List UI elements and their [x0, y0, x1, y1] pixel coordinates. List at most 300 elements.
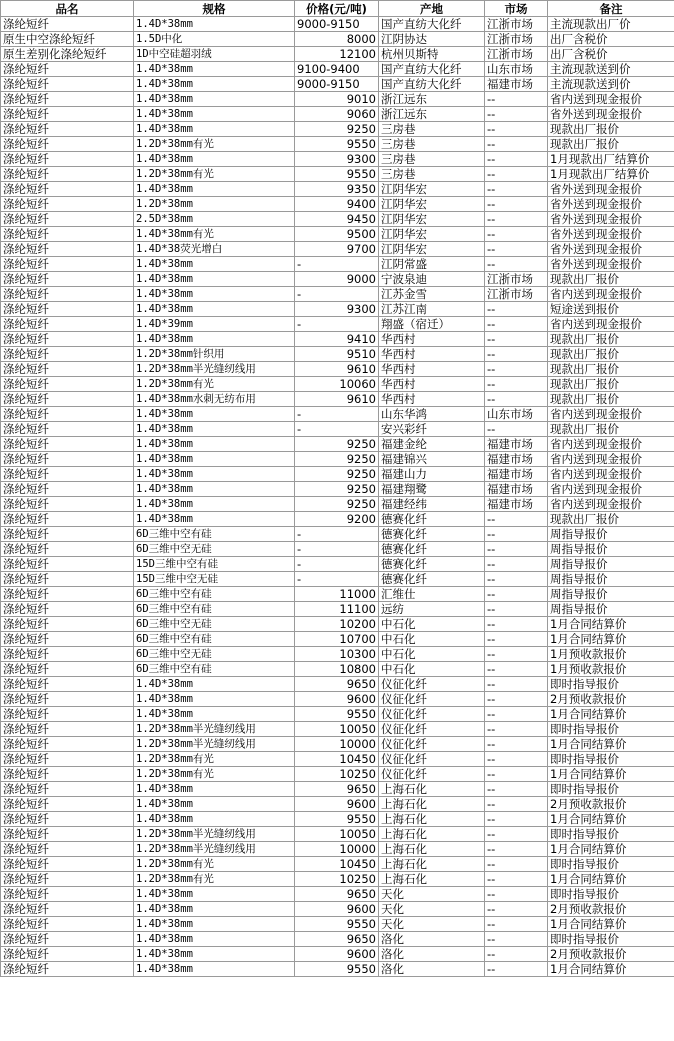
cell-spec[interactable]: 1.4D*38mm: [134, 782, 295, 797]
cell-note[interactable]: 短途送到报价: [548, 302, 674, 317]
cell-market[interactable]: --: [485, 167, 548, 182]
cell-spec[interactable]: 1.4D*39mm: [134, 317, 295, 332]
cell-origin[interactable]: 汇维仕: [379, 587, 485, 602]
cell-spec[interactable]: 1.4D*38mm: [134, 962, 295, 977]
cell-name[interactable]: 涤纶短纤: [1, 182, 134, 197]
cell-spec[interactable]: 1.4D*38荧光增白: [134, 242, 295, 257]
cell-spec[interactable]: 1.2D*38mm: [134, 197, 295, 212]
cell-origin[interactable]: 洛化: [379, 962, 485, 977]
cell-origin[interactable]: 洛化: [379, 932, 485, 947]
cell-note[interactable]: 现款出厂报价: [548, 422, 674, 437]
cell-spec[interactable]: 1.4D*38mm: [134, 692, 295, 707]
cell-name[interactable]: 涤纶短纤: [1, 542, 134, 557]
cell-note[interactable]: 出厂含税价: [548, 32, 674, 47]
cell-note[interactable]: 即时指导报价: [548, 677, 674, 692]
cell-origin[interactable]: 国产直纺大化纤: [379, 17, 485, 32]
cell-price[interactable]: 9600: [295, 902, 379, 917]
cell-origin[interactable]: 上海石化: [379, 812, 485, 827]
cell-spec[interactable]: 2.5D*38mm: [134, 212, 295, 227]
cell-origin[interactable]: 江阴华宏: [379, 227, 485, 242]
cell-market[interactable]: 福建市场: [485, 482, 548, 497]
cell-origin[interactable]: 德赛化纤: [379, 512, 485, 527]
cell-market[interactable]: 福建市场: [485, 452, 548, 467]
cell-name[interactable]: 涤纶短纤: [1, 632, 134, 647]
cell-market[interactable]: --: [485, 422, 548, 437]
cell-note[interactable]: 省外送到现金报价: [548, 197, 674, 212]
cell-note[interactable]: 省外送到现金报价: [548, 107, 674, 122]
cell-spec[interactable]: 1.4D*38mm: [134, 917, 295, 932]
cell-market[interactable]: --: [485, 737, 548, 752]
cell-market[interactable]: --: [485, 902, 548, 917]
cell-market[interactable]: --: [485, 812, 548, 827]
cell-origin[interactable]: 浙江远东: [379, 107, 485, 122]
cell-spec[interactable]: 1.4D*38mm: [134, 332, 295, 347]
cell-note[interactable]: 周指导报价: [548, 587, 674, 602]
cell-note[interactable]: 省内送到现金报价: [548, 317, 674, 332]
cell-note[interactable]: 省内送到现金报价: [548, 467, 674, 482]
cell-price[interactable]: 9010: [295, 92, 379, 107]
cell-market[interactable]: 江浙市场: [485, 272, 548, 287]
cell-origin[interactable]: 江阴华宏: [379, 182, 485, 197]
cell-spec[interactable]: 1.4D*38mm: [134, 407, 295, 422]
cell-price[interactable]: 10200: [295, 617, 379, 632]
cell-market[interactable]: --: [485, 212, 548, 227]
cell-price[interactable]: 10250: [295, 767, 379, 782]
cell-price[interactable]: 9060: [295, 107, 379, 122]
cell-price[interactable]: 11100: [295, 602, 379, 617]
cell-spec[interactable]: 1.4D*38mm: [134, 152, 295, 167]
cell-note[interactable]: 1月合同结算价: [548, 737, 674, 752]
cell-spec[interactable]: 1.2D*38mm有光: [134, 137, 295, 152]
cell-spec[interactable]: 6D三维中空无硅: [134, 542, 295, 557]
cell-name[interactable]: 涤纶短纤: [1, 527, 134, 542]
cell-market[interactable]: 江浙市场: [485, 17, 548, 32]
cell-name[interactable]: 涤纶短纤: [1, 647, 134, 662]
cell-price[interactable]: 9250: [295, 482, 379, 497]
cell-spec[interactable]: 1.4D*38mm: [134, 77, 295, 92]
cell-price[interactable]: 9550: [295, 167, 379, 182]
cell-market[interactable]: --: [485, 137, 548, 152]
cell-name[interactable]: 涤纶短纤: [1, 62, 134, 77]
cell-note[interactable]: 省外送到现金报价: [548, 182, 674, 197]
cell-name[interactable]: 涤纶短纤: [1, 422, 134, 437]
cell-market[interactable]: --: [485, 332, 548, 347]
cell-note[interactable]: 现款出厂报价: [548, 392, 674, 407]
cell-name[interactable]: 涤纶短纤: [1, 287, 134, 302]
cell-note[interactable]: 1月合同结算价: [548, 617, 674, 632]
cell-price[interactable]: 9000: [295, 272, 379, 287]
cell-spec[interactable]: 15D三维中空无硅: [134, 572, 295, 587]
cell-market[interactable]: --: [485, 797, 548, 812]
cell-name[interactable]: 涤纶短纤: [1, 212, 134, 227]
cell-price[interactable]: 10050: [295, 722, 379, 737]
cell-origin[interactable]: 华西村: [379, 347, 485, 362]
cell-origin[interactable]: 中石化: [379, 647, 485, 662]
cell-origin[interactable]: 德赛化纤: [379, 542, 485, 557]
cell-market[interactable]: --: [485, 152, 548, 167]
cell-spec[interactable]: 1.2D*38mm半光缝纫线用: [134, 722, 295, 737]
cell-origin[interactable]: 上海石化: [379, 857, 485, 872]
cell-market[interactable]: 福建市场: [485, 437, 548, 452]
cell-spec[interactable]: 15D三维中空有硅: [134, 557, 295, 572]
cell-price[interactable]: -: [295, 287, 379, 302]
cell-origin[interactable]: 华西村: [379, 377, 485, 392]
cell-origin[interactable]: 三房巷: [379, 167, 485, 182]
cell-market[interactable]: --: [485, 512, 548, 527]
cell-market[interactable]: --: [485, 347, 548, 362]
cell-market[interactable]: --: [485, 317, 548, 332]
cell-spec[interactable]: 1.5D中化: [134, 32, 295, 47]
cell-market[interactable]: --: [485, 197, 548, 212]
cell-price[interactable]: 9650: [295, 677, 379, 692]
cell-origin[interactable]: 中石化: [379, 632, 485, 647]
cell-price[interactable]: 9200: [295, 512, 379, 527]
cell-origin[interactable]: 远纺: [379, 602, 485, 617]
cell-name[interactable]: 涤纶短纤: [1, 812, 134, 827]
cell-spec[interactable]: 1.4D*38mm水刺无纺布用: [134, 392, 295, 407]
cell-spec[interactable]: 1.4D*38mm有光: [134, 227, 295, 242]
cell-origin[interactable]: 江苏江南: [379, 302, 485, 317]
cell-origin[interactable]: 上海石化: [379, 842, 485, 857]
cell-origin[interactable]: 仪征化纤: [379, 707, 485, 722]
cell-spec[interactable]: 1.4D*38mm: [134, 467, 295, 482]
cell-spec[interactable]: 1.4D*38mm: [134, 797, 295, 812]
cell-origin[interactable]: 德赛化纤: [379, 557, 485, 572]
cell-price[interactable]: -: [295, 422, 379, 437]
cell-spec[interactable]: 6D三维中空无硅: [134, 647, 295, 662]
cell-spec[interactable]: 6D三维中空有硅: [134, 602, 295, 617]
cell-note[interactable]: 出厂含税价: [548, 47, 674, 62]
cell-origin[interactable]: 杭州贝斯特: [379, 47, 485, 62]
cell-name[interactable]: 涤纶短纤: [1, 707, 134, 722]
cell-name[interactable]: 涤纶短纤: [1, 587, 134, 602]
cell-market[interactable]: 福建市场: [485, 77, 548, 92]
cell-price[interactable]: 12100: [295, 47, 379, 62]
cell-note[interactable]: 即时指导报价: [548, 752, 674, 767]
cell-note[interactable]: 省外送到现金报价: [548, 257, 674, 272]
cell-note[interactable]: 省外送到现金报价: [548, 227, 674, 242]
cell-spec[interactable]: 1.4D*38mm: [134, 932, 295, 947]
cell-spec[interactable]: 1.2D*38mm半光缝纫线用: [134, 842, 295, 857]
cell-note[interactable]: 主流现款送到价: [548, 62, 674, 77]
cell-origin[interactable]: 三房巷: [379, 137, 485, 152]
cell-name[interactable]: 原生差别化涤纶短纤: [1, 47, 134, 62]
cell-note[interactable]: 即时指导报价: [548, 932, 674, 947]
cell-spec[interactable]: 1.4D*38mm: [134, 437, 295, 452]
cell-note[interactable]: 现款出厂报价: [548, 362, 674, 377]
cell-price[interactable]: -: [295, 527, 379, 542]
cell-price[interactable]: 9550: [295, 137, 379, 152]
cell-spec[interactable]: 1.4D*38mm: [134, 122, 295, 137]
cell-market[interactable]: --: [485, 527, 548, 542]
cell-price[interactable]: -: [295, 557, 379, 572]
cell-spec[interactable]: 1.4D*38mm: [134, 677, 295, 692]
cell-name[interactable]: 涤纶短纤: [1, 572, 134, 587]
cell-note[interactable]: 即时指导报价: [548, 827, 674, 842]
cell-origin[interactable]: 华西村: [379, 362, 485, 377]
cell-spec[interactable]: 1.4D*38mm: [134, 512, 295, 527]
cell-note[interactable]: 1月预收款报价: [548, 662, 674, 677]
column-header-origin[interactable]: 产地: [379, 1, 485, 17]
cell-market[interactable]: --: [485, 587, 548, 602]
cell-market[interactable]: 江浙市场: [485, 287, 548, 302]
cell-price[interactable]: 9510: [295, 347, 379, 362]
cell-market[interactable]: --: [485, 707, 548, 722]
cell-origin[interactable]: 天化: [379, 887, 485, 902]
cell-price[interactable]: 10450: [295, 857, 379, 872]
cell-price[interactable]: 9650: [295, 932, 379, 947]
cell-market[interactable]: --: [485, 857, 548, 872]
cell-name[interactable]: 涤纶短纤: [1, 17, 134, 32]
cell-price[interactable]: -: [295, 257, 379, 272]
cell-price[interactable]: 8000: [295, 32, 379, 47]
cell-origin[interactable]: 山东华鸿: [379, 407, 485, 422]
cell-spec[interactable]: 1.4D*38mm: [134, 302, 295, 317]
cell-note[interactable]: 周指导报价: [548, 572, 674, 587]
cell-note[interactable]: 省内送到现金报价: [548, 92, 674, 107]
column-header-market[interactable]: 市场: [485, 1, 548, 17]
cell-note[interactable]: 现款出厂报价: [548, 377, 674, 392]
cell-name[interactable]: 涤纶短纤: [1, 917, 134, 932]
cell-name[interactable]: 涤纶短纤: [1, 257, 134, 272]
cell-note[interactable]: 主流现款出厂价: [548, 17, 674, 32]
cell-price[interactable]: 9450: [295, 212, 379, 227]
column-header-price[interactable]: 价格(元/吨): [295, 1, 379, 17]
cell-note[interactable]: 现款出厂报价: [548, 272, 674, 287]
cell-name[interactable]: 涤纶短纤: [1, 92, 134, 107]
cell-price[interactable]: 9250: [295, 467, 379, 482]
cell-name[interactable]: 涤纶短纤: [1, 617, 134, 632]
cell-name[interactable]: 涤纶短纤: [1, 887, 134, 902]
cell-price[interactable]: 9600: [295, 692, 379, 707]
cell-spec[interactable]: 1.4D*38mm: [134, 257, 295, 272]
cell-spec[interactable]: 1.4D*38mm: [134, 452, 295, 467]
cell-name[interactable]: 涤纶短纤: [1, 932, 134, 947]
cell-name[interactable]: 涤纶短纤: [1, 677, 134, 692]
cell-note[interactable]: 1月合同结算价: [548, 812, 674, 827]
cell-price[interactable]: 9350: [295, 182, 379, 197]
cell-market[interactable]: 福建市场: [485, 467, 548, 482]
cell-note[interactable]: 周指导报价: [548, 542, 674, 557]
cell-spec[interactable]: 1.4D*38mm: [134, 62, 295, 77]
cell-price[interactable]: 10800: [295, 662, 379, 677]
cell-spec[interactable]: 1.4D*38mm: [134, 107, 295, 122]
cell-name[interactable]: 涤纶短纤: [1, 347, 134, 362]
cell-name[interactable]: 涤纶短纤: [1, 482, 134, 497]
cell-origin[interactable]: 仪征化纤: [379, 722, 485, 737]
cell-origin[interactable]: 德赛化纤: [379, 527, 485, 542]
cell-spec[interactable]: 1.2D*38mm有光: [134, 872, 295, 887]
cell-spec[interactable]: 1.2D*38mm半光缝纫线用: [134, 827, 295, 842]
cell-note[interactable]: 2月预收款报价: [548, 692, 674, 707]
cell-note[interactable]: 1月合同结算价: [548, 707, 674, 722]
cell-spec[interactable]: 6D三维中空有硅: [134, 662, 295, 677]
cell-origin[interactable]: 上海石化: [379, 872, 485, 887]
cell-note[interactable]: 即时指导报价: [548, 782, 674, 797]
cell-market[interactable]: 江浙市场: [485, 32, 548, 47]
cell-origin[interactable]: 安兴彩纤: [379, 422, 485, 437]
cell-origin[interactable]: 翔盛（宿迁）: [379, 317, 485, 332]
cell-price[interactable]: 9250: [295, 452, 379, 467]
cell-price[interactable]: 9500: [295, 227, 379, 242]
cell-origin[interactable]: 三房巷: [379, 122, 485, 137]
cell-origin[interactable]: 仪征化纤: [379, 737, 485, 752]
cell-name[interactable]: 涤纶短纤: [1, 77, 134, 92]
cell-note[interactable]: 1月合同结算价: [548, 917, 674, 932]
cell-spec[interactable]: 1.2D*38mm有光: [134, 377, 295, 392]
cell-market[interactable]: --: [485, 542, 548, 557]
cell-name[interactable]: 涤纶短纤: [1, 122, 134, 137]
cell-name[interactable]: 涤纶短纤: [1, 497, 134, 512]
cell-spec[interactable]: 1.2D*38mm有光: [134, 857, 295, 872]
cell-note[interactable]: 2月预收款报价: [548, 797, 674, 812]
cell-note[interactable]: 1月合同结算价: [548, 962, 674, 977]
cell-price[interactable]: 9610: [295, 362, 379, 377]
cell-spec[interactable]: 1.2D*38mm有光: [134, 167, 295, 182]
cell-note[interactable]: 现款出厂报价: [548, 332, 674, 347]
cell-origin[interactable]: 上海石化: [379, 797, 485, 812]
cell-price[interactable]: 9700: [295, 242, 379, 257]
cell-origin[interactable]: 国产直纺大化纤: [379, 62, 485, 77]
cell-price[interactable]: 9000-9150: [295, 77, 379, 92]
cell-market[interactable]: --: [485, 632, 548, 647]
cell-name[interactable]: 原生中空涤纶短纤: [1, 32, 134, 47]
cell-spec[interactable]: 1.4D*38mm: [134, 497, 295, 512]
cell-price[interactable]: -: [295, 542, 379, 557]
cell-spec[interactable]: 6D三维中空有硅: [134, 632, 295, 647]
cell-name[interactable]: 涤纶短纤: [1, 332, 134, 347]
cell-note[interactable]: 1月合同结算价: [548, 872, 674, 887]
cell-name[interactable]: 涤纶短纤: [1, 152, 134, 167]
cell-note[interactable]: 周指导报价: [548, 602, 674, 617]
cell-name[interactable]: 涤纶短纤: [1, 377, 134, 392]
cell-name[interactable]: 涤纶短纤: [1, 872, 134, 887]
cell-spec[interactable]: 1.4D*38mm: [134, 272, 295, 287]
cell-price[interactable]: 9000-9150: [295, 17, 379, 32]
cell-origin[interactable]: 江阴华宏: [379, 197, 485, 212]
cell-origin[interactable]: 江苏金雪: [379, 287, 485, 302]
cell-price[interactable]: -: [295, 572, 379, 587]
cell-note[interactable]: 1月现款出厂结算价: [548, 152, 674, 167]
cell-market[interactable]: --: [485, 842, 548, 857]
cell-market[interactable]: --: [485, 572, 548, 587]
cell-name[interactable]: 涤纶短纤: [1, 467, 134, 482]
cell-price[interactable]: 10250: [295, 872, 379, 887]
cell-market[interactable]: --: [485, 617, 548, 632]
cell-spec[interactable]: 1.2D*38mm有光: [134, 752, 295, 767]
cell-origin[interactable]: 仪征化纤: [379, 767, 485, 782]
cell-market[interactable]: --: [485, 362, 548, 377]
cell-note[interactable]: 省内送到现金报价: [548, 287, 674, 302]
cell-note[interactable]: 省内送到现金报价: [548, 407, 674, 422]
cell-note[interactable]: 现款出厂报价: [548, 137, 674, 152]
cell-price[interactable]: 9550: [295, 962, 379, 977]
cell-price[interactable]: 10050: [295, 827, 379, 842]
cell-price[interactable]: 9550: [295, 707, 379, 722]
cell-name[interactable]: 涤纶短纤: [1, 392, 134, 407]
cell-spec[interactable]: 1.4D*38mm: [134, 707, 295, 722]
cell-note[interactable]: 省内送到现金报价: [548, 452, 674, 467]
cell-price[interactable]: 9400: [295, 197, 379, 212]
cell-note[interactable]: 1月预收款报价: [548, 647, 674, 662]
cell-market[interactable]: --: [485, 917, 548, 932]
cell-market[interactable]: --: [485, 182, 548, 197]
cell-price[interactable]: 10700: [295, 632, 379, 647]
cell-market[interactable]: --: [485, 242, 548, 257]
cell-name[interactable]: 涤纶短纤: [1, 692, 134, 707]
cell-origin[interactable]: 中石化: [379, 662, 485, 677]
cell-origin[interactable]: 仪征化纤: [379, 752, 485, 767]
cell-price[interactable]: 9550: [295, 917, 379, 932]
cell-name[interactable]: 涤纶短纤: [1, 137, 134, 152]
cell-price[interactable]: 9600: [295, 797, 379, 812]
cell-spec[interactable]: 6D三维中空无硅: [134, 617, 295, 632]
cell-price[interactable]: -: [295, 407, 379, 422]
cell-price[interactable]: 9600: [295, 947, 379, 962]
cell-name[interactable]: 涤纶短纤: [1, 242, 134, 257]
cell-name[interactable]: 涤纶短纤: [1, 557, 134, 572]
cell-spec[interactable]: 1.4D*38mm: [134, 887, 295, 902]
cell-note[interactable]: 省外送到现金报价: [548, 242, 674, 257]
cell-spec[interactable]: 1.2D*38mm有光: [134, 767, 295, 782]
cell-market[interactable]: --: [485, 827, 548, 842]
cell-origin[interactable]: 福建经纬: [379, 497, 485, 512]
cell-note[interactable]: 即时指导报价: [548, 887, 674, 902]
cell-name[interactable]: 涤纶短纤: [1, 167, 134, 182]
cell-market[interactable]: --: [485, 872, 548, 887]
cell-origin[interactable]: 洛化: [379, 947, 485, 962]
cell-market[interactable]: --: [485, 122, 548, 137]
cell-origin[interactable]: 上海石化: [379, 782, 485, 797]
cell-spec[interactable]: 1D中空硅超羽绒: [134, 47, 295, 62]
cell-name[interactable]: 涤纶短纤: [1, 107, 134, 122]
cell-name[interactable]: 涤纶短纤: [1, 437, 134, 452]
cell-spec[interactable]: 1.4D*38mm: [134, 482, 295, 497]
cell-origin[interactable]: 三房巷: [379, 152, 485, 167]
cell-note[interactable]: 省内送到现金报价: [548, 482, 674, 497]
cell-origin[interactable]: 仪征化纤: [379, 692, 485, 707]
cell-name[interactable]: 涤纶短纤: [1, 362, 134, 377]
cell-name[interactable]: 涤纶短纤: [1, 452, 134, 467]
cell-price[interactable]: 9410: [295, 332, 379, 347]
cell-origin[interactable]: 江阴华宏: [379, 212, 485, 227]
cell-name[interactable]: 涤纶短纤: [1, 782, 134, 797]
cell-market[interactable]: --: [485, 947, 548, 962]
cell-origin[interactable]: 福建锦兴: [379, 452, 485, 467]
cell-note[interactable]: 即时指导报价: [548, 722, 674, 737]
cell-market[interactable]: --: [485, 227, 548, 242]
cell-note[interactable]: 1月合同结算价: [548, 767, 674, 782]
cell-market[interactable]: --: [485, 107, 548, 122]
cell-price[interactable]: 9300: [295, 152, 379, 167]
cell-price[interactable]: 10000: [295, 737, 379, 752]
cell-origin[interactable]: 华西村: [379, 332, 485, 347]
cell-name[interactable]: 涤纶短纤: [1, 947, 134, 962]
cell-price[interactable]: 10450: [295, 752, 379, 767]
cell-note[interactable]: 1月现款出厂结算价: [548, 167, 674, 182]
cell-origin[interactable]: 福建翔鹭: [379, 482, 485, 497]
cell-market[interactable]: --: [485, 377, 548, 392]
cell-market[interactable]: --: [485, 782, 548, 797]
cell-market[interactable]: --: [485, 557, 548, 572]
cell-note[interactable]: 现款出厂报价: [548, 347, 674, 362]
cell-market[interactable]: --: [485, 962, 548, 977]
cell-market[interactable]: 江浙市场: [485, 47, 548, 62]
cell-note[interactable]: 省内送到现金报价: [548, 437, 674, 452]
cell-market[interactable]: --: [485, 767, 548, 782]
cell-price[interactable]: 9100-9400: [295, 62, 379, 77]
cell-spec[interactable]: 6D三维中空有硅: [134, 527, 295, 542]
